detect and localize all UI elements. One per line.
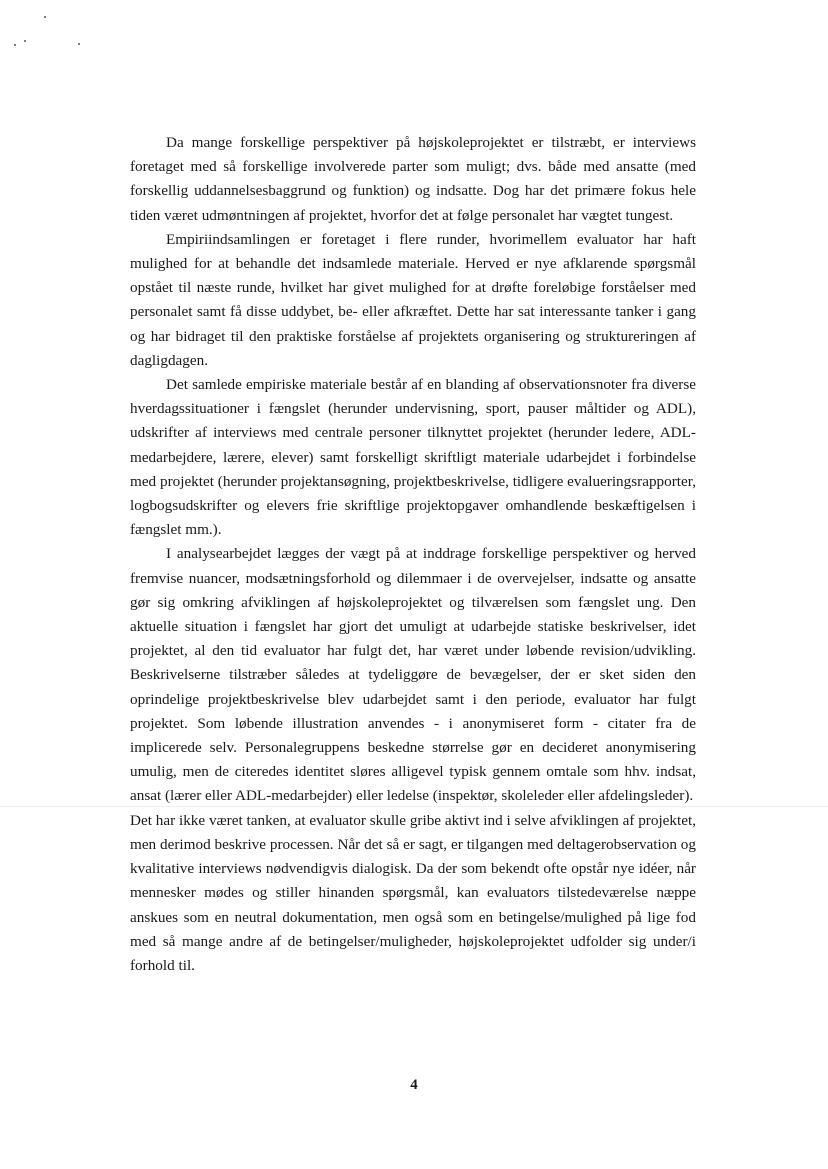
paragraph-5: Det har ikke været tanken, at evaluator skulle gribe aktivt ind i selve afviklingen af projektet, men derimod beskrive processen. Når det så er sagt, er tilgangen med deltagerobservation og kvalitative interviews nødvendigvis dialogisk. Da der som bekendt ofte opstår nye idéer, når mennesker mødes og stiller hinanden spørgsmål, kan evaluators tilstedeværelse næppe anskues som en neutral dokumentation, men også som en betingelse/mulighed på lige fod med så mange andre af de betingelser/muligheder, højskoleprojektet udfolder sig under/i forhold til. (130, 811, 696, 974)
paragraph-3: Det samlede empiriske materiale består af en blanding af observationsnoter fra diverse hverdagssituationer i fængslet (herunder undervisning, sport, pauser måltider og ADL), udskrifter af interviews med centrale personer tilknyttet projektet (herunder ledere, ADL-medarbejdere, lærere, elever) samt forskelligt skriftligt materiale udarbejdet i forbindelse med projektet (herunder projektansøgning, projektbeskrivelse, tidligere evalueringsrapporter, logbogsudskrifter og elevers frie skriftlige projektopgaver omhandlende beskæftigelsen i fængslet mm.). (130, 376, 696, 539)
paragraph-2: Empiriindsamlingen er foretaget i flere runder, hvorimellem evaluator har haft mulighed for at behandle det indsamlede materiale. Herved er nye afklarende spørgsmål opstået til næste runde, hvilket har givet mulighed for at drøfte foreløbige forståelser med personalet samt få disse uddybet, be- eller afkræftet. Dette har sat interessante tanker i gang og har bidraget til den praktiske forståelse af projektets organisering og struktureringen af dagligdagen. (130, 230, 696, 369)
scan-speck (44, 16, 46, 18)
scan-speck (14, 44, 16, 46)
scan-speck (78, 43, 80, 45)
page-number: 4 (410, 1077, 418, 1093)
paragraph-4: I analysearbejdet lægges der vægt på at inddrage forskellige perspektiver og herved fremvise nuancer, modsætningsforhold og dilemmaer i de overvejelser, indsatte og ansatte gør sig omkring afviklingen af højskoleprojektet og tilværelsen som fængslet ung. Den aktuelle situation i fængslet har gjort det umuligt at udarbejde statiske beskrivelser, idet projektet, al den tid evaluator har fulgt det, har været under løbende revision/udvikling. Beskrivelserne tilstræber således at tydeliggøre de bevægelser, der er sket siden den oprindelige projektbeskrivelse blev udarbejdet samt i den periode, evaluator har fulgt projektet. Som løbende illustration anvendes - i anonymiseret form - citater fra de implicerede selv. Personalegruppens beskedne størrelse gør en decideret anonymisering umulig, men de citeredes identitet sløres alligevel typisk gennem omtale som hhv. indsat, ansat (lærer eller ADL-medarbejder) eller ledelse (inspektør, skoleleder eller afdelingsleder). (130, 545, 696, 805)
scan-speck (24, 40, 26, 42)
body-text (130, 131, 696, 978)
scan-specks (0, 0, 120, 60)
paragraph-1: Da mange forskellige perspektiver på højskoleprojektet er tilstræbt, er interviews foretaget med så forskellige involverede parter som muligt; dvs. både med ansatte (med forskellig uddannelsesbaggrund og funktion) og indsatte. Dog har det primære fokus hele tiden været udmøntningen af projektet, hvorfor det at følge personalet har vægtet tungest. (130, 134, 696, 224)
